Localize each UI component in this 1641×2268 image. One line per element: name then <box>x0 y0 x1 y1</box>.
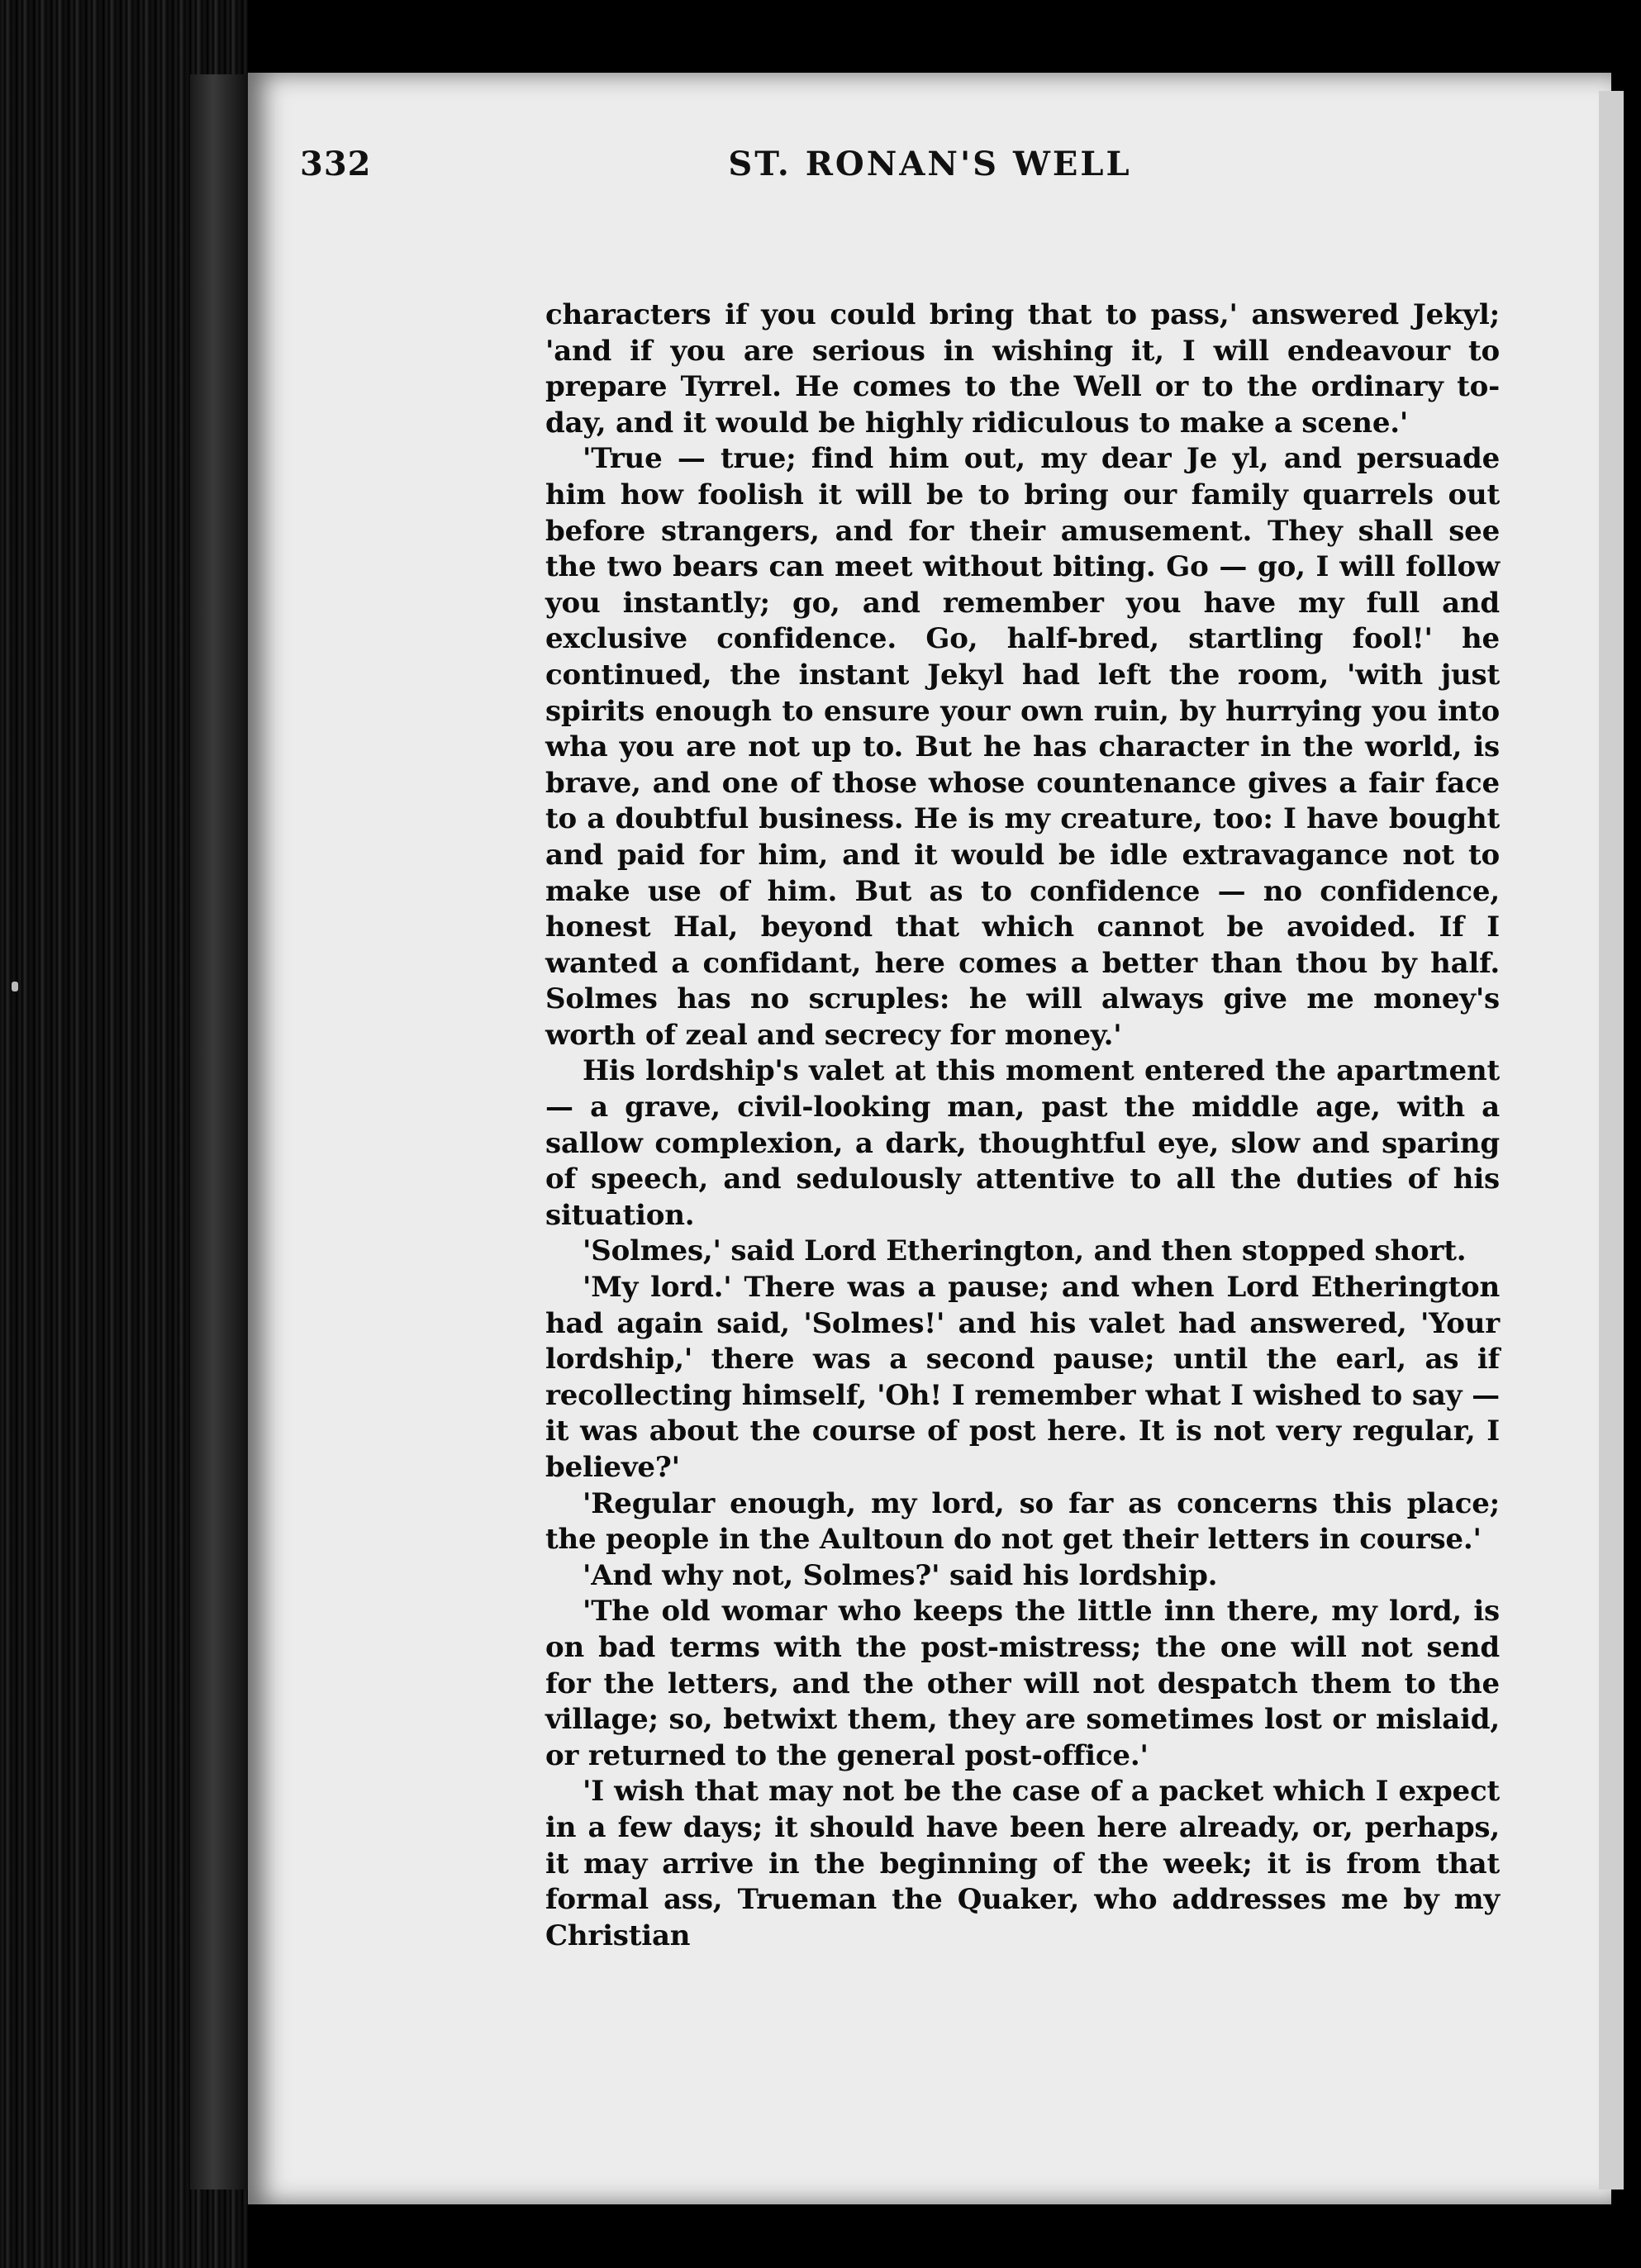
paragraph: 'The old womar who keeps the little inn there, my lord, is on bad terms with the post-mistress; the one will not send for the letters, and the other will not despatch them to the village; so, betwixt them, they are sometimes lost or mislaid, or returned to the general post-office.' <box>545 1595 1500 1772</box>
paragraph: His lordship's valet at this moment entered the apartment — a grave, civil-looking man, past the middle age, with a sallow complexion, a dark, thoughtful eye, slow and sparing of speech, and sedulously attentive to all the duties of his situation. <box>545 1054 1500 1232</box>
paragraph: characters if you could bring that to pass,' answered Jekyl; 'and if you are serious in wishing it, I will endeavour to prepare Tyrrel. He comes to the Well or to the ordinary to-day, and it would be highly ridiculous to make a scene.' <box>545 298 1500 440</box>
paragraph: 'I wish that may not be the case of a packet which I expect in a few days; it should have been here already, or, perhaps, it may arrive in the beginning of the week; it is from that formal ass, Trueman the Quaker, who addresses me by my Christian <box>545 1775 1500 1952</box>
running-title: ST. RONAN'S WELL <box>728 145 1132 183</box>
paragraph: 'Solmes,' said Lord Etherington, and then stopped short. <box>583 1234 1467 1268</box>
page-header <box>300 145 1510 194</box>
binding-edge <box>190 74 248 2190</box>
page-number: 332 <box>300 145 372 183</box>
paragraph: 'Regular enough, my lord, so far as concerns this place; the people in the Aultoun do not get their letters in course.' <box>545 1486 1500 1557</box>
dust-speck <box>12 982 18 991</box>
paragraph: 'My lord.' There was a pause; and when Lord Etherington had again said, 'Solmes!' and his valet had answered, 'Your lordship,' there was a second pause; until the earl, as if recollecting himself, 'Oh! I remember what I wished to say — it was about the course of post here. It is not very regular, I believe?' <box>545 1271 1500 1484</box>
paragraph: 'And why not, Solmes?' said his lordship. <box>583 1558 1218 1592</box>
page-edge <box>1599 91 1624 2190</box>
paragraph: 'True — true; find him out, my dear Je yl, and persuade him how foolish it will be to bring our family quarrels out before strangers, and for their amusement. They shall see the two bears can meet without biting. Go — go, I will follow you instantly; go, and remember you have my full and exclusive confidence. Go, half-bred, startling fool!' he continued, the instant Jekyl had left the room, 'with just spirits enough to ensure your own ruin, by hurrying you into wha you are not up to. But he has character in the world, is brave, and one of those whose countenance gives a fair face to a doubtful business. He is my creature, too: I have bought and paid for him, and it would be idle extravagance not to make use of him. But as to confidence — no confidence, honest Hal, beyond that which cannot be avoided. If I wanted a confidant, here comes a better than thou by half. Solmes has no scruples: he will always give me money's worth of zeal and secrecy for money.' <box>545 442 1500 1052</box>
body-text <box>545 297 1500 1954</box>
